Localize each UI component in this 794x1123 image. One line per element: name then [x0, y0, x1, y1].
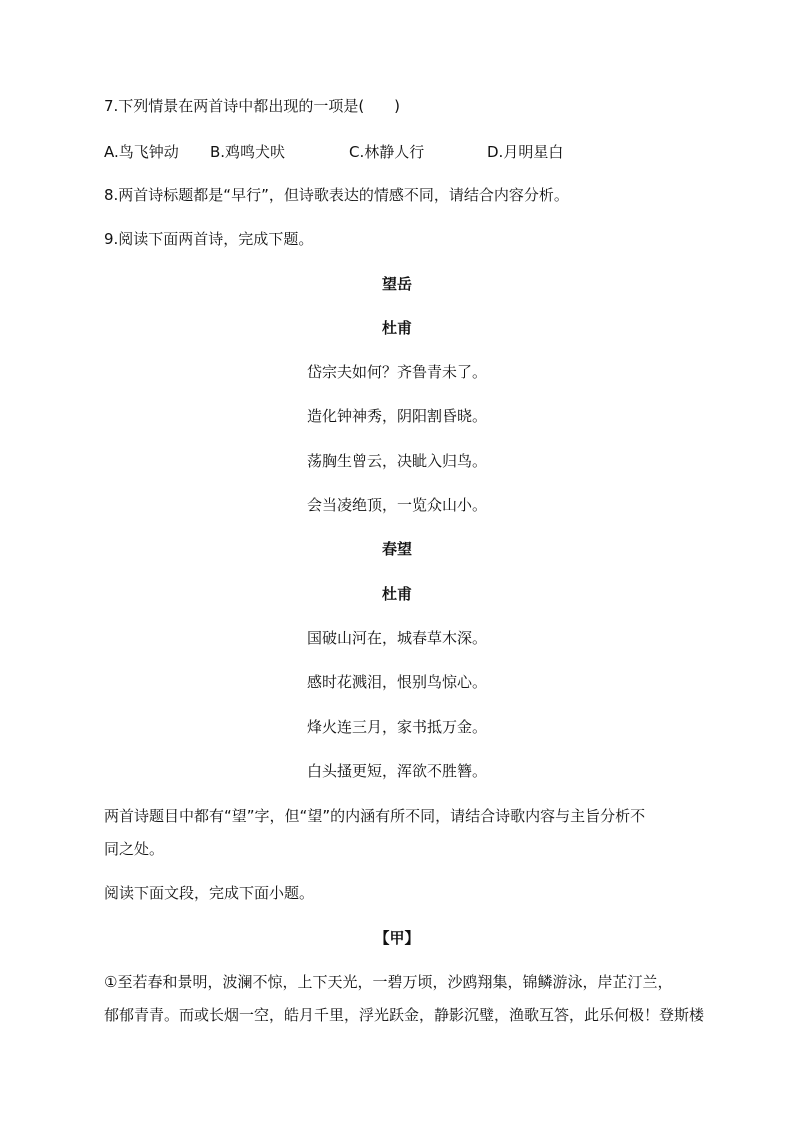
poem2-line-4: 白头搔更短，浑欲不胜簪。 [306, 762, 487, 780]
poem2-author: 杜甫 [381, 585, 412, 603]
poem1-line-1: 岱宗夫如何？齐鲁青未了。 [306, 363, 487, 381]
poem2-title: 春望 [381, 540, 412, 558]
reading-intro: 阅读下面文段，完成下面小题。 [104, 884, 315, 902]
poem2-line-2: 感时花溅泪，恨别鸟惊心。 [306, 673, 487, 691]
poem2-line-3: 烽火连三月，家书抵万金。 [306, 718, 487, 736]
passage-heading: 【甲】 [374, 929, 420, 947]
poem1-line-4: 会当凌绝顶，一览众山小。 [306, 496, 487, 514]
option-c: C.林静人行 [349, 143, 425, 161]
poem1-title: 望岳 [381, 275, 412, 293]
question-8: 8.两首诗标题都是“早行”，但诗歌表达的情感不同，请结合内容分析。 [104, 186, 569, 204]
poem2-line-1: 国破山河在，城春草木深。 [306, 629, 487, 647]
option-a: A.鸟飞钟动 [104, 143, 179, 161]
poem1-line-2: 造化钟神秀，阴阳割昏晓。 [306, 407, 487, 425]
poem1-line-3: 荡胸生曾云，决眦入归鸟。 [306, 452, 487, 470]
poem1-author: 杜甫 [381, 319, 412, 337]
question-7: 7.下列情景在两首诗中都出现的一项是( ) [104, 97, 401, 115]
option-d: D.月明星白 [487, 143, 564, 161]
q9-prompt-line-2: 同之处。 [104, 840, 165, 858]
passage-line-2: 郁郁青青。而或长烟一空，皓月千里，浮光跃金，静影沉璧，渔歌互答，此乐何极！登斯楼 [104, 1006, 705, 1024]
question-9: 9.阅读下面两首诗，完成下题。 [104, 230, 314, 248]
q9-prompt-line-1: 两首诗题目中都有“望”字，但“望”的内涵有所不同，请结合诗歌内容与主旨分析不 [104, 807, 646, 825]
question-7-options [104, 141, 704, 161]
option-b: B.鸡鸣犬吠 [210, 143, 286, 161]
passage-line-1: ①至若春和景明，波澜不惊，上下天光，一碧万顷，沙鸥翔集，锦鳞游泳，岸芷汀兰， [104, 973, 673, 991]
